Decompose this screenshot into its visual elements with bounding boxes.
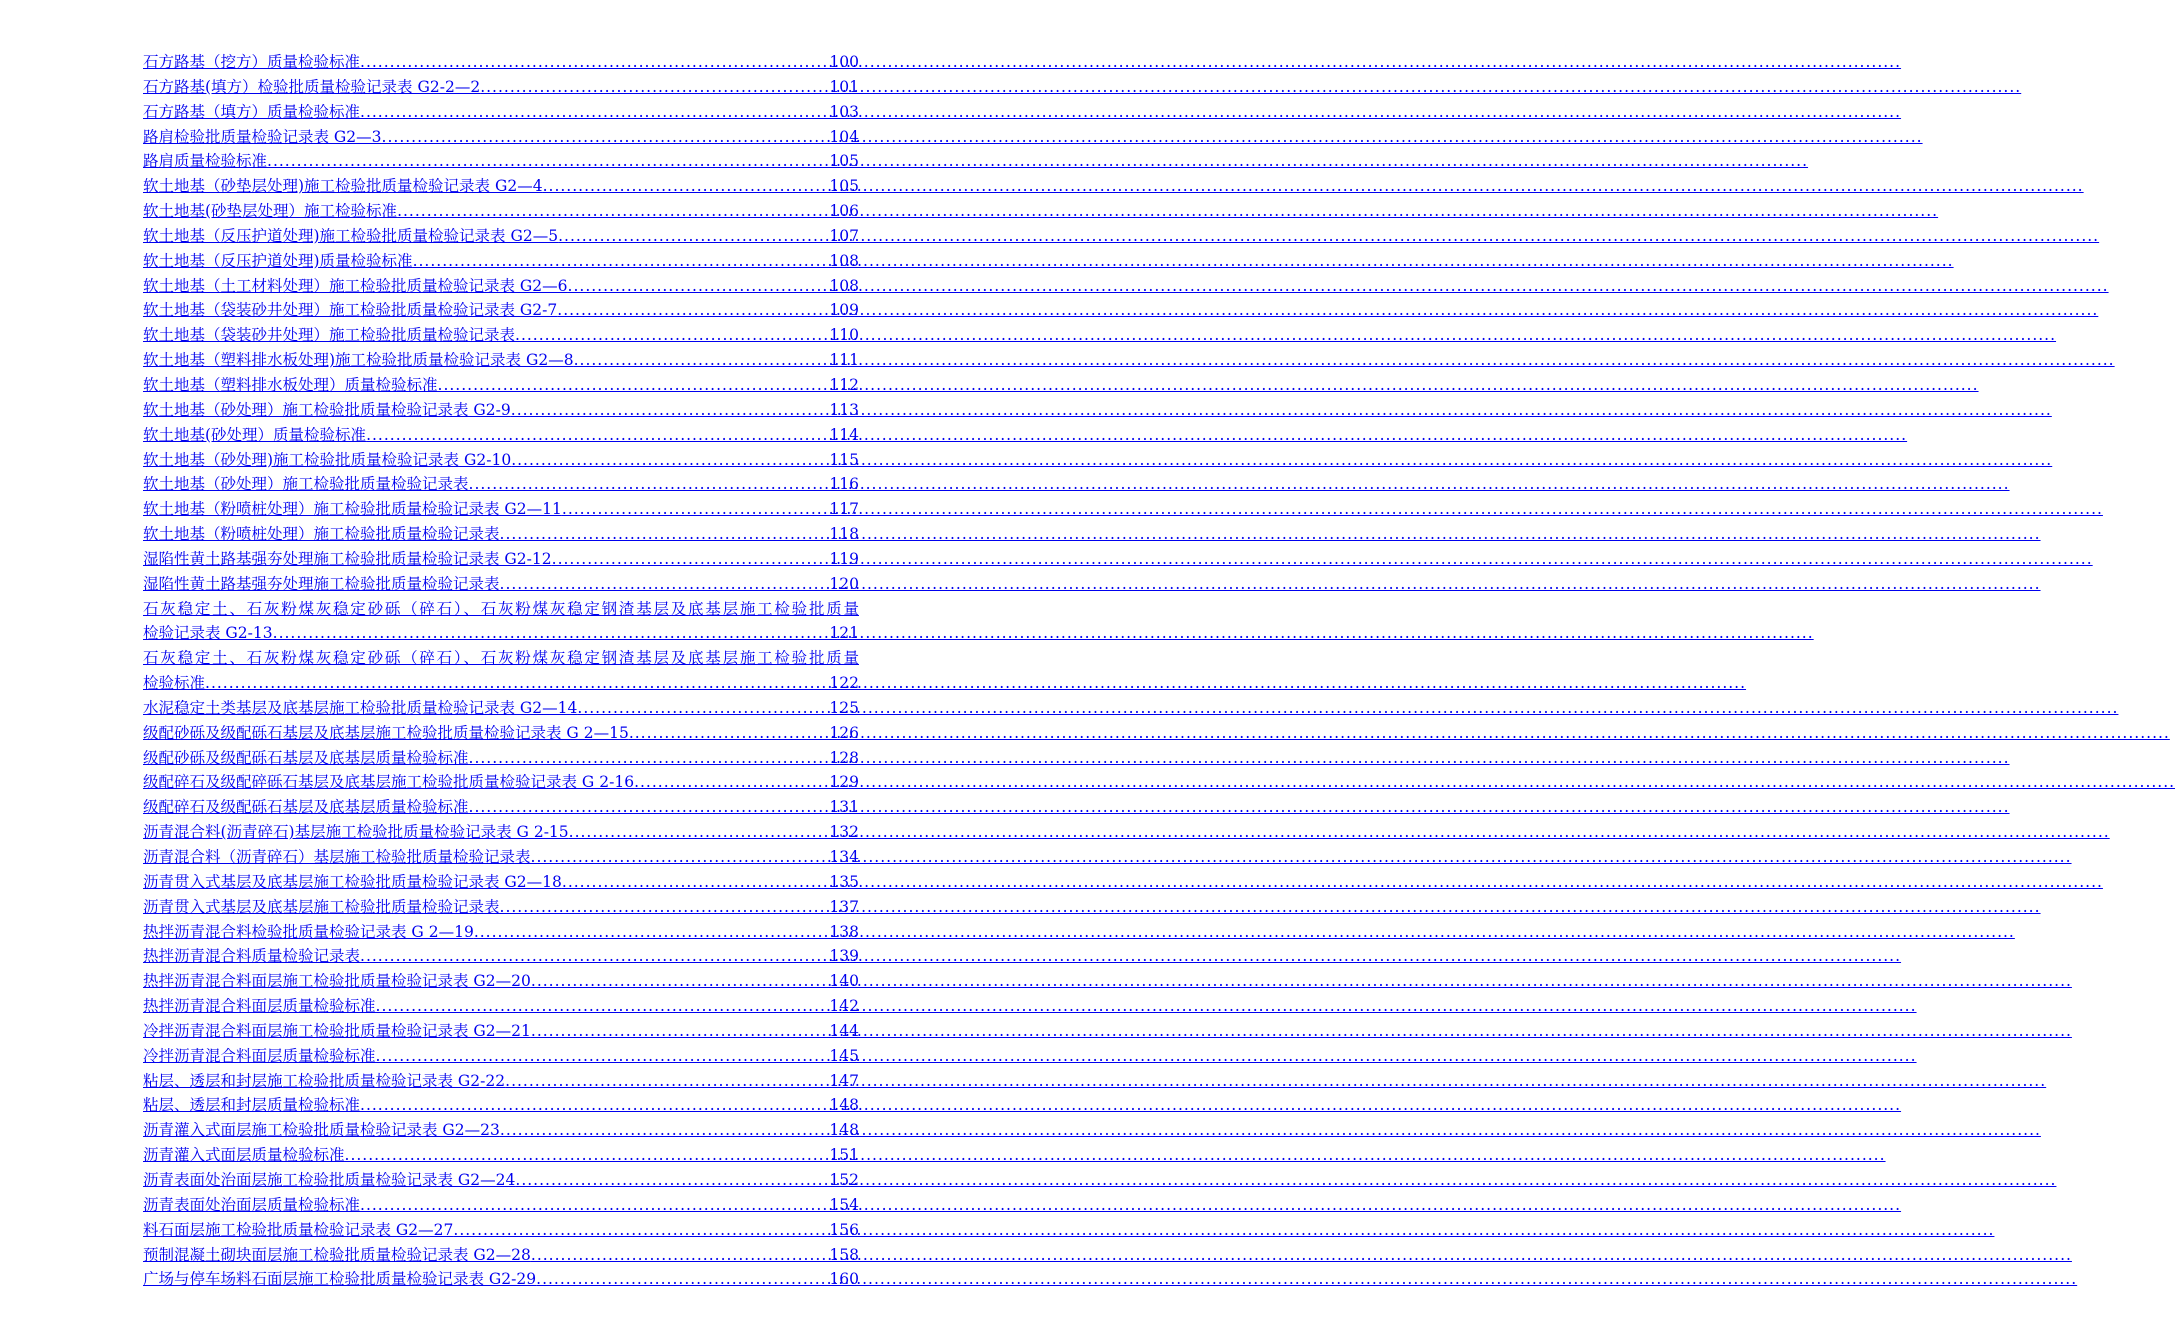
toc-page-number: 131	[829, 798, 859, 817]
dot-leader	[376, 994, 830, 1019]
toc-entry[interactable]	[143, 472, 859, 497]
dot-leader	[205, 671, 829, 696]
toc-page-number: 139	[829, 947, 859, 966]
toc-page-number: 111	[829, 351, 859, 370]
toc-page-number: 104	[829, 127, 859, 146]
toc-link[interactable]	[143, 224, 859, 249]
toc-entry[interactable]	[143, 125, 859, 150]
toc-entry[interactable]	[143, 1019, 859, 1044]
toc-page-number: 103	[829, 102, 859, 121]
toc-page-number: 138	[829, 922, 859, 941]
toc-entry-title: 石方路基（填方）质量检验标准	[143, 102, 361, 121]
dot-leader	[500, 895, 830, 920]
toc-link[interactable]	[143, 696, 859, 721]
toc-entry-title: 湿陷性黄土路基强夯处理施工检验批质量检验记录表 G2-12	[143, 549, 552, 568]
dot-leader	[500, 522, 830, 547]
toc-entry[interactable]	[143, 323, 859, 348]
toc-page-number: 119	[829, 549, 859, 568]
toc-entry-title: 检验标准	[143, 674, 206, 693]
dot-leader	[577, 696, 829, 721]
toc-page-number: 156	[829, 1220, 859, 1239]
toc-page-number: 105	[829, 152, 859, 171]
toc-link[interactable]	[143, 1267, 859, 1292]
toc-entry-title: 沥青表面处治面层质量检验标准	[143, 1195, 361, 1214]
toc-link[interactable]	[143, 795, 859, 820]
toc-link[interactable]	[143, 1044, 859, 1069]
toc-entry[interactable]	[143, 522, 859, 547]
toc-entry-title: 级配砂砾及级配砾石基层及底基层质量检验标准	[143, 748, 469, 767]
toc-entry-title: 沥青混合料(沥青碎石)基层施工检验批质量检验记录表 G 2-15	[143, 823, 569, 842]
dot-leader	[397, 199, 829, 224]
toc-link[interactable]	[143, 895, 859, 920]
toc-link[interactable]	[143, 348, 859, 373]
toc-entry-title: 级配碎石及级配砾石基层及底基层质量检验标准	[143, 798, 469, 817]
dot-leader	[543, 174, 830, 199]
toc-entry[interactable]	[143, 224, 859, 249]
toc-link[interactable]	[143, 100, 859, 125]
toc-link[interactable]	[143, 994, 859, 1019]
toc-entry-title: 软土地基（土工材料处理）施工检验批质量检验记录表 G2—6	[143, 276, 568, 295]
toc-entry-title: 软土地基（袋装砂井处理）施工检验批质量检验记录表 G2-7	[143, 301, 558, 320]
toc-link[interactable]	[143, 1218, 859, 1243]
toc-page-number: 148	[829, 1121, 859, 1140]
toc-page-number: 106	[829, 202, 859, 221]
toc-entry[interactable]	[143, 920, 859, 945]
dot-leader	[511, 398, 830, 423]
toc-entry[interactable]	[143, 547, 859, 572]
toc-link[interactable]	[143, 125, 859, 150]
toc-entry-title: 软土地基（袋装砂井处理）施工检验批质量检验记录表	[143, 326, 516, 345]
toc-entry-title: 水泥稳定土类基层及底基层施工检验批质量检验记录表 G2—14	[143, 698, 578, 717]
toc-page-number: 154	[829, 1195, 859, 1214]
toc-entry-title: 沥青灌入式面层质量检验标准	[143, 1146, 345, 1165]
toc-link[interactable]	[143, 174, 859, 199]
toc-entry[interactable]	[143, 174, 859, 199]
toc-entry-title: 软土地基（塑料排水板处理)施工检验批质量检验记录表 G2—8	[143, 351, 574, 370]
toc-page-number: 108	[829, 251, 859, 270]
table-of-contents	[143, 50, 859, 1292]
toc-entry-title: 级配碎石及级配碎砾石基层及底基层施工检验批质量检验记录表 G 2-16	[143, 773, 635, 792]
toc-entry[interactable]	[143, 820, 859, 845]
toc-link[interactable]	[143, 845, 859, 870]
toc-entry[interactable]	[143, 597, 859, 647]
toc-entry[interactable]	[143, 845, 859, 870]
toc-page-number: 132	[829, 823, 859, 842]
toc-link[interactable]	[143, 298, 859, 323]
dot-leader	[515, 323, 829, 348]
dot-leader	[562, 870, 830, 895]
dot-leader	[469, 472, 830, 497]
toc-page-number: 122	[829, 674, 859, 693]
toc-entry-title: 软土地基（砂垫层处理)施工检验批质量检验记录表 G2—4	[143, 177, 543, 196]
toc-entry-title: 软土地基（反压护道处理)质量检验标准	[143, 251, 413, 270]
toc-entry[interactable]	[143, 1193, 859, 1218]
toc-entry-title: 冷拌沥青混合料面层施工检验批质量检验记录表 G2—21	[143, 1021, 531, 1040]
toc-entry-title: 路肩质量检验标准	[143, 152, 268, 171]
toc-page-number: 101	[829, 77, 859, 96]
toc-entry-title: 预制混凝土砌块面层施工检验批质量检验记录表 G2—28	[143, 1245, 531, 1264]
toc-entry[interactable]	[143, 274, 859, 299]
toc-entry[interactable]	[143, 721, 859, 746]
toc-entry[interactable]	[143, 1218, 859, 1243]
toc-link[interactable]	[143, 1118, 859, 1143]
toc-entry-title: 路肩检验批质量检验记录表 G2—3	[143, 127, 382, 146]
toc-link[interactable]	[143, 969, 859, 994]
toc-page-number: 121	[829, 624, 859, 643]
toc-page-number: 135	[829, 872, 859, 891]
toc-link[interactable]	[143, 398, 859, 423]
toc-page-number: 134	[829, 848, 859, 866]
toc-entry-title: 沥青贯入式基层及底基层施工检验批质量检验记录表	[143, 897, 500, 916]
toc-entry-title: 软土地基（砂处理）施工检验批质量检验记录表	[143, 475, 469, 494]
toc-link[interactable]	[143, 199, 859, 224]
toc-page-number: 120	[829, 574, 859, 593]
dot-leader	[360, 50, 829, 75]
dot-leader	[382, 125, 830, 150]
toc-link[interactable]	[143, 1143, 859, 1168]
toc-entry[interactable]	[143, 795, 859, 820]
dot-leader	[376, 1044, 830, 1069]
toc-page-number: 137	[829, 897, 859, 916]
toc-entry-title: 软土地基（砂处理）施工检验批质量检验记录表 G2-9	[143, 400, 511, 419]
toc-link[interactable]	[143, 522, 859, 547]
toc-entry[interactable]	[143, 1143, 859, 1168]
toc-entry[interactable]	[143, 373, 859, 398]
toc-link[interactable]	[143, 423, 859, 448]
toc-entry[interactable]	[143, 199, 859, 224]
toc-link[interactable]	[143, 820, 859, 845]
toc-entry-title: 沥青贯入式基层及底基层施工检验批质量检验记录表 G2—18	[143, 872, 562, 891]
toc-link[interactable]	[143, 1019, 859, 1044]
dot-leader	[634, 770, 829, 795]
toc-page-number: 114	[829, 425, 859, 444]
toc-link[interactable]	[143, 448, 859, 473]
toc-entry[interactable]	[143, 50, 859, 75]
toc-entry-title: 沥青灌入式面层施工检验批质量检验记录表 G2—23	[143, 1121, 500, 1140]
toc-entry[interactable]	[143, 646, 859, 696]
toc-entry[interactable]	[143, 870, 859, 895]
toc-link[interactable]	[143, 50, 859, 75]
toc-entry[interactable]	[143, 448, 859, 473]
toc-entry[interactable]	[143, 1267, 859, 1292]
dot-leader	[453, 1218, 829, 1243]
toc-link[interactable]	[143, 497, 859, 522]
toc-page-number: 129	[829, 773, 859, 792]
toc-entry[interactable]	[143, 348, 859, 373]
toc-entry-title: 广场与停车场料石面层施工检验批质量检验记录表 G2-29	[143, 1270, 537, 1289]
toc-entry[interactable]	[143, 895, 859, 920]
toc-entry-title: 热拌沥青混合料面层施工检验批质量检验记录表 G2—20	[143, 972, 531, 991]
dot-leader	[500, 572, 830, 597]
toc-link[interactable]	[143, 75, 859, 100]
toc-link[interactable]	[143, 323, 859, 348]
toc-link[interactable]	[143, 547, 859, 572]
toc-entry-title: 料石面层施工检验批质量检验记录表 G2—27	[143, 1220, 454, 1239]
dot-leader	[511, 448, 829, 473]
toc-entry-title: 热拌沥青混合料面层质量检验标准	[143, 997, 376, 1016]
dot-leader	[531, 1019, 830, 1044]
toc-entry-title: 冷拌沥青混合料面层质量检验标准	[143, 1046, 376, 1065]
toc-page-number: 108	[829, 276, 859, 295]
toc-link[interactable]	[143, 149, 859, 174]
toc-page-number: 152	[829, 1170, 859, 1189]
toc-entry[interactable]	[143, 944, 859, 969]
toc-entry-title: 软土地基（反压护道处理)施工检验批质量检验记录表 G2—5	[143, 226, 559, 245]
toc-entry-title: 沥青表面处治面层施工检验批质量检验记录表 G2—24	[143, 1170, 516, 1189]
toc-entry[interactable]	[143, 398, 859, 423]
toc-link[interactable]	[143, 671, 859, 696]
toc-page-number: 142	[829, 997, 859, 1016]
dot-leader	[360, 944, 829, 969]
toc-entry-title-line1[interactable]: 石灰稳定土、石灰粉煤灰稳定砂砾（碎石）、石灰粉煤灰稳定钢渣基层及底基层施工检验批质量	[143, 599, 859, 618]
toc-entry-title: 沥青混合料（沥青碎石）基层施工检验批质量检验记录表	[143, 848, 531, 866]
dot-leader	[568, 274, 830, 299]
toc-link[interactable]	[143, 721, 859, 746]
toc-entry[interactable]	[143, 572, 859, 597]
dot-leader	[273, 621, 830, 646]
toc-page-number: 160	[829, 1270, 859, 1289]
toc-entry[interactable]	[143, 1093, 859, 1118]
dot-leader	[474, 920, 830, 945]
dot-leader	[438, 373, 830, 398]
toc-link[interactable]	[143, 944, 859, 969]
toc-link[interactable]	[143, 572, 859, 597]
toc-entry-title: 软土地基(砂处理）质量检验标准	[143, 425, 367, 444]
toc-page-number: 117	[829, 500, 859, 519]
dot-leader	[360, 1193, 829, 1218]
toc-entry-title: 软土地基（粉喷桩处理）施工检验批质量检验记录表 G2—11	[143, 500, 562, 519]
toc-page-number: 112	[829, 375, 859, 394]
toc-page-number: 105	[829, 177, 859, 196]
dot-leader	[469, 746, 830, 771]
dot-leader	[629, 721, 830, 746]
dot-leader	[360, 100, 829, 125]
dot-leader	[267, 149, 829, 174]
toc-entry-title-line1[interactable]: 石灰稳定土、石灰粉煤灰稳定砂砾（碎石）、石灰粉煤灰稳定钢渣基层及底基层施工检验批质量	[143, 649, 859, 668]
toc-entry-title: 湿陷性黄土路基强夯处理施工检验批质量检验记录表	[143, 574, 500, 593]
toc-link[interactable]	[143, 1168, 859, 1193]
toc-page-number: 147	[829, 1071, 859, 1090]
dot-leader	[500, 1118, 830, 1143]
toc-entry[interactable]	[143, 149, 859, 174]
dot-leader	[557, 298, 829, 323]
toc-entry[interactable]	[143, 497, 859, 522]
toc-link[interactable]	[143, 373, 859, 398]
toc-entry[interactable]	[143, 1044, 859, 1069]
toc-entry[interactable]	[143, 746, 859, 771]
dot-leader	[531, 969, 830, 994]
dot-leader	[562, 497, 830, 522]
dot-leader	[480, 75, 829, 100]
toc-entry-title: 热拌沥青混合料检验批质量检验记录表 G 2—19	[143, 922, 474, 941]
toc-entry[interactable]	[143, 696, 859, 721]
toc-entry[interactable]	[143, 298, 859, 323]
dot-leader	[536, 1267, 829, 1292]
toc-link[interactable]	[143, 249, 859, 274]
toc-page-number: 100	[829, 53, 859, 71]
toc-entry[interactable]	[143, 1069, 859, 1094]
toc-entry[interactable]	[143, 969, 859, 994]
toc-page-number: 109	[829, 301, 859, 320]
toc-entry-title: 粘层、透层和封层质量检验标准	[143, 1096, 361, 1115]
toc-entry-title: 软土地基（塑料排水板处理）质量检验标准	[143, 375, 438, 394]
toc-page-number: 151	[829, 1146, 859, 1165]
toc-link[interactable]	[143, 472, 859, 497]
toc-entry[interactable]	[143, 994, 859, 1019]
dot-leader	[558, 224, 829, 249]
toc-entry-title: 热拌沥青混合料质量检验记录表	[143, 947, 361, 966]
toc-link[interactable]	[143, 770, 859, 795]
toc-entry[interactable]	[143, 1118, 859, 1143]
toc-entry[interactable]	[143, 423, 859, 448]
toc-link[interactable]	[143, 746, 859, 771]
dot-leader	[531, 845, 830, 870]
toc-page-number: 148	[829, 1096, 859, 1115]
toc-page-number: 140	[829, 972, 859, 991]
toc-entry-title: 粘层、透层和封层施工检验批质量检验记录表 G2-22	[143, 1071, 506, 1090]
toc-page-number: 107	[829, 226, 859, 245]
toc-page-number: 158	[829, 1245, 859, 1264]
toc-entry-title: 石方路基（挖方）质量检验标准	[143, 53, 361, 71]
toc-page-number: 113	[829, 400, 859, 419]
toc-link[interactable]	[143, 621, 859, 646]
toc-page-number: 126	[829, 723, 859, 742]
dot-leader	[574, 348, 830, 373]
toc-entry[interactable]	[143, 75, 859, 100]
toc-page-number: 128	[829, 748, 859, 767]
toc-page-number: 116	[829, 475, 859, 494]
toc-entry-title: 检验记录表 G2-13	[143, 624, 273, 643]
dot-leader	[360, 1093, 829, 1118]
toc-entry-title: 级配砂砾及级配砾石基层及底基层施工检验批质量检验记录表 G 2—15	[143, 723, 629, 742]
dot-leader	[515, 1168, 829, 1193]
dot-leader	[413, 249, 830, 274]
dot-leader	[531, 1243, 830, 1268]
toc-link[interactable]	[143, 920, 859, 945]
toc-page-number: 110	[829, 326, 859, 345]
toc-entry[interactable]	[143, 1168, 859, 1193]
toc-page-number: 118	[829, 525, 859, 544]
toc-entry-title: 软土地基（粉喷桩处理）施工检验批质量检验记录表	[143, 525, 500, 544]
dot-leader	[345, 1143, 830, 1168]
toc-entry-title: 软土地基（砂处理)施工检验批质量检验记录表 G2-10	[143, 450, 512, 469]
dot-leader	[469, 795, 830, 820]
toc-page-number: 125	[829, 698, 859, 717]
toc-page-number: 145	[829, 1046, 859, 1065]
dot-leader	[569, 820, 830, 845]
toc-entry-title: 石方路基(填方）检验批质量检验记录表 G2-2—2	[143, 77, 481, 96]
toc-entry-title: 软土地基(砂垫层处理）施工检验标准	[143, 202, 398, 221]
toc-link[interactable]	[143, 870, 859, 895]
toc-entry[interactable]	[143, 249, 859, 274]
toc-entry[interactable]	[143, 770, 859, 795]
toc-link[interactable]	[143, 1243, 859, 1268]
toc-link[interactable]	[143, 274, 859, 299]
toc-entry[interactable]	[143, 1243, 859, 1268]
dot-leader	[505, 1069, 829, 1094]
toc-page-number: 115	[829, 450, 859, 469]
toc-entry[interactable]	[143, 100, 859, 125]
toc-page-number: 144	[829, 1021, 859, 1040]
dot-leader	[366, 423, 829, 448]
toc-link[interactable]	[143, 1193, 859, 1218]
toc-link[interactable]	[143, 1093, 859, 1118]
dot-leader	[552, 547, 830, 572]
toc-link[interactable]	[143, 1069, 859, 1094]
